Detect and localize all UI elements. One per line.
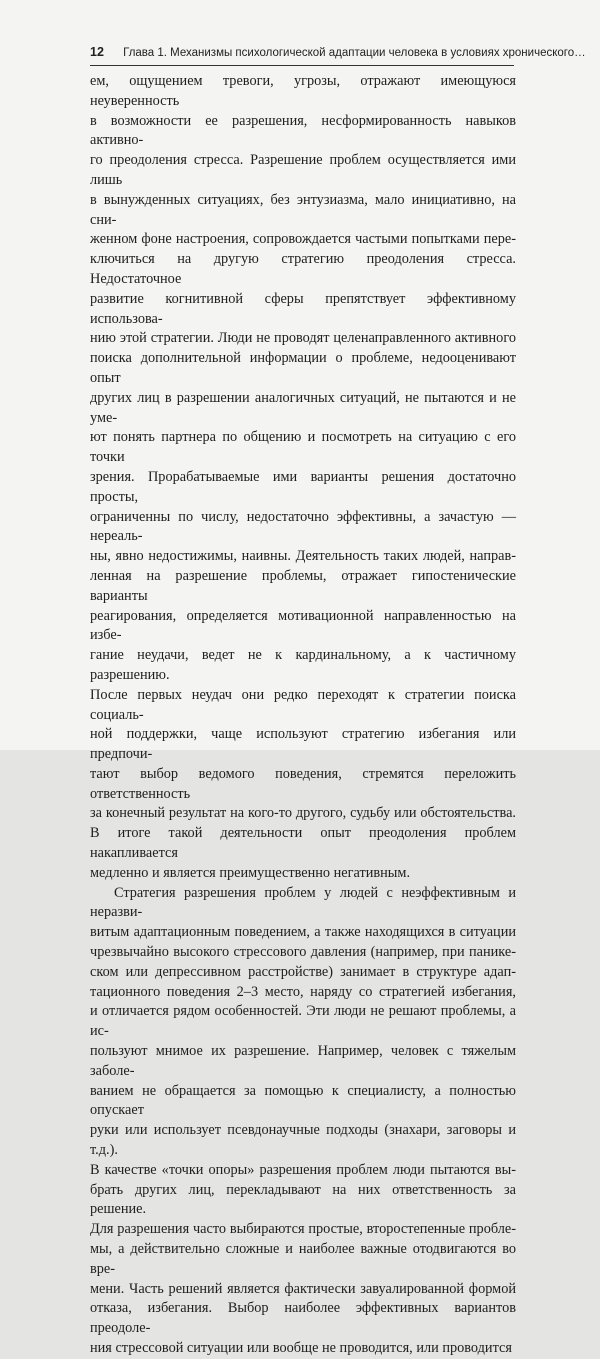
page-header [90,45,586,63]
text-line: Для разрешения часто выбираются простые, второстепенные пробле- [90,1221,516,1238]
text-line: реагирования, определяется мотивационной направленностью на избе- [90,607,516,644]
paragraph-1 [90,72,516,884]
text-line: тационного поведения 2–3 место, наряду со стратегией избегания, [90,983,516,1000]
text-line: ванием не обращается за помощью к специалисту, а полностью опускает [90,1082,516,1119]
header-rule [90,65,514,66]
paragraph-2 [90,884,516,1359]
text-line: ния стрессовой ситуации или вообще не проводится, или проводится [90,1340,512,1356]
text-line: ем, ощущением тревоги, угрозы, отражают имеющуюся неуверенность [90,73,516,109]
text-line: в вынужденных ситуациях, без энтузиазма, мало инициативно, на сни- [90,191,516,228]
text-line: мени. Часть решений является фактически завуалированной формой [90,1280,516,1297]
text-line: ны, явно недостижимы, наивны. Деятельность таких людей, направ- [90,548,516,565]
running-head: Глава 1. Механизмы психологической адаптации человека в условиях хронического… [123,47,586,59]
text-line: ют понять партнера по общению и посмотреть на ситуацию с его точки [90,429,516,466]
text-line: зрения. Прорабатываемые ими варианты решения достаточно просты, [90,468,516,505]
text-line: брать других лиц, перекладывают на них ответственность за решение. [90,1181,516,1218]
text-line: В качестве «точки опоры» разрешения проблем люди пытаются вы- [90,1161,516,1178]
text-line: витым адаптационным поведением, а также находящихся в ситуации [90,924,516,941]
text-line: пользуют мнимое их разрешение. Например, человек с тяжелым заболе- [90,1043,516,1079]
text-line: поиска дополнительной информации о проблеме, недооценивают опыт [90,350,516,386]
text-line: чрезвычайно высокого стрессового давления (например, при панике- [90,944,516,961]
page-number: 12 [90,45,104,59]
text-line: и отличается рядом особенностей. Эти люди не решают проблемы, а ис- [90,1003,516,1040]
body-text [90,72,516,1359]
text-line: за конечный результат на кого-то другого, судьбу или обстоятельства. [90,805,516,822]
text-line: тают выбор ведомого поведения, стремятся переложить ответственность [90,765,516,802]
text-line: ограниченны по числу, недостаточно эффективны, а зачастую — нереаль- [90,508,516,545]
text-line: После первых неудач они редко переходят к стратегии поиска социаль- [90,686,516,723]
text-line: отказа, избегания. Выбор наиболее эффективных вариантов преодоле- [90,1300,516,1337]
text-line: развитие когнитивной сферы препятствует эффективному использова- [90,290,516,327]
text-line: других лиц в разрешении аналогичных ситуаций, не пытаются и не уме- [90,389,516,426]
text-line: го преодоления стресса. Разрешение проблем осуществляется ими лишь [90,152,516,188]
text-line: ском или депрессивном расстройстве) занимает в структуре адап- [90,963,516,980]
text-line: ключиться на другую стратегию преодоления стресса. Недостаточное [90,251,516,287]
text-line: гание неудачи, ведет не к кардинальному, а к частичному разрешению. [90,647,516,683]
text-line: медленно и является преимущественно негативным. [90,864,411,881]
text-line: женном фоне настроения, сопровождается частыми попытками пере- [90,231,516,248]
text-line: ленная на разрешение проблемы, отражает гипостенические варианты [90,567,516,604]
text-line: в возможности ее разрешения, несформированность навыков активно- [90,112,516,149]
text-line: нию этой стратегии. Люди не проводят целенаправленного активного [90,330,516,347]
text-line: Стратегия разрешения проблем у людей с неэффективным и неразви- [90,884,516,921]
text-line: мы, а действительно сложные и наиболее важные отодвигаются во вре- [90,1241,516,1277]
text-line: ной поддержки, чаще используют стратегию избегания или предпочи- [90,726,516,763]
text-line: В итоге такой деятельности опыт преодоления проблем накапливается [90,825,516,862]
text-line: руки или использует псевдонаучные подходы (знахари, заговоры и т.д.). [90,1122,516,1159]
